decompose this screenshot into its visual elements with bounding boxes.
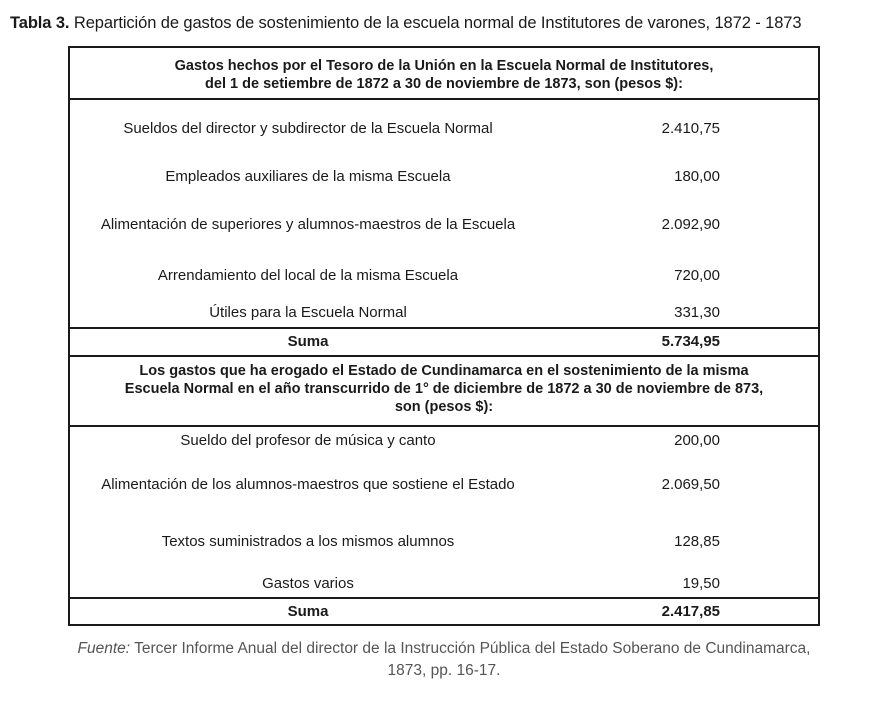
section2-header — [70, 362, 818, 416]
row-label: Alimentación de superiores y alumnos-maestros de la Escuela — [100, 216, 516, 233]
divider — [70, 98, 818, 100]
section2-header-line1: Los gastos que ha erogado el Estado de Cundinamarca en el sostenimiento de la misma — [139, 363, 749, 379]
row-value: 720,00 — [674, 267, 720, 284]
section1-header — [70, 57, 818, 93]
sum-label: Suma — [287, 333, 329, 350]
row-value: 2.069,50 — [661, 476, 720, 493]
section2-header-line3: son (pesos $): — [394, 399, 494, 415]
source-note — [0, 638, 888, 682]
table-caption — [10, 14, 886, 33]
row-label: Útiles para la Escuela Normal — [209, 304, 407, 321]
source-line1: Tercer Informe Anual del director de la Instrucción Pública del Estado Soberano de Cundinamarca, — [130, 640, 811, 657]
row-value: 200,00 — [674, 432, 720, 449]
row-value: 180,00 — [674, 168, 720, 185]
row-value: 2.410,75 — [661, 120, 720, 137]
source-line2: 1873, pp. 16-17. — [387, 662, 501, 679]
row-label: Empleados auxiliares de la misma Escuela — [165, 168, 451, 185]
row-label: Textos suministrados a los mismos alumnos — [161, 533, 455, 550]
row-label: Sueldo del profesor de música y canto — [180, 432, 436, 449]
sum-label: Suma — [287, 603, 329, 620]
row-label: Arrendamiento del local de la misma Escuela — [157, 267, 459, 284]
sum-value: 2.417,85 — [661, 603, 720, 620]
caption-label: Tabla 3. — [10, 14, 70, 32]
source-label: Fuente: — [77, 640, 131, 657]
row-label: Alimentación de los alumnos-maestros que sostiene el Estado — [101, 476, 515, 493]
row-value: 331,30 — [674, 304, 720, 321]
caption-text: Repartición de gastos de sostenimiento de la escuela normal de Institutores de varones, 1872 - 1873 — [69, 14, 802, 32]
section1-header-line1: Gastos hechos por el Tesoro de la Unión en la Escuela Normal de Institutores, — [174, 58, 714, 74]
section2-header-line2: Escuela Normal en el año transcurrido de 1° de diciembre de 1872 a 30 de noviembre de 873, — [124, 381, 764, 397]
divider — [70, 355, 818, 357]
row-label: Gastos varios — [262, 575, 354, 592]
divider — [70, 597, 818, 599]
row-value: 19,50 — [682, 575, 720, 592]
divider — [70, 425, 818, 427]
sum-value: 5.734,95 — [661, 333, 720, 350]
section1-header-line2: del 1 de setiembre de 1872 a 30 de noviembre de 1873, son (pesos $): — [205, 76, 683, 92]
row-label: Sueldos del director y subdirector de la Escuela Normal — [123, 120, 493, 137]
row-value: 2.092,90 — [661, 216, 720, 233]
expenses-table — [68, 46, 820, 626]
row-value: 128,85 — [674, 533, 720, 550]
divider — [70, 327, 818, 329]
